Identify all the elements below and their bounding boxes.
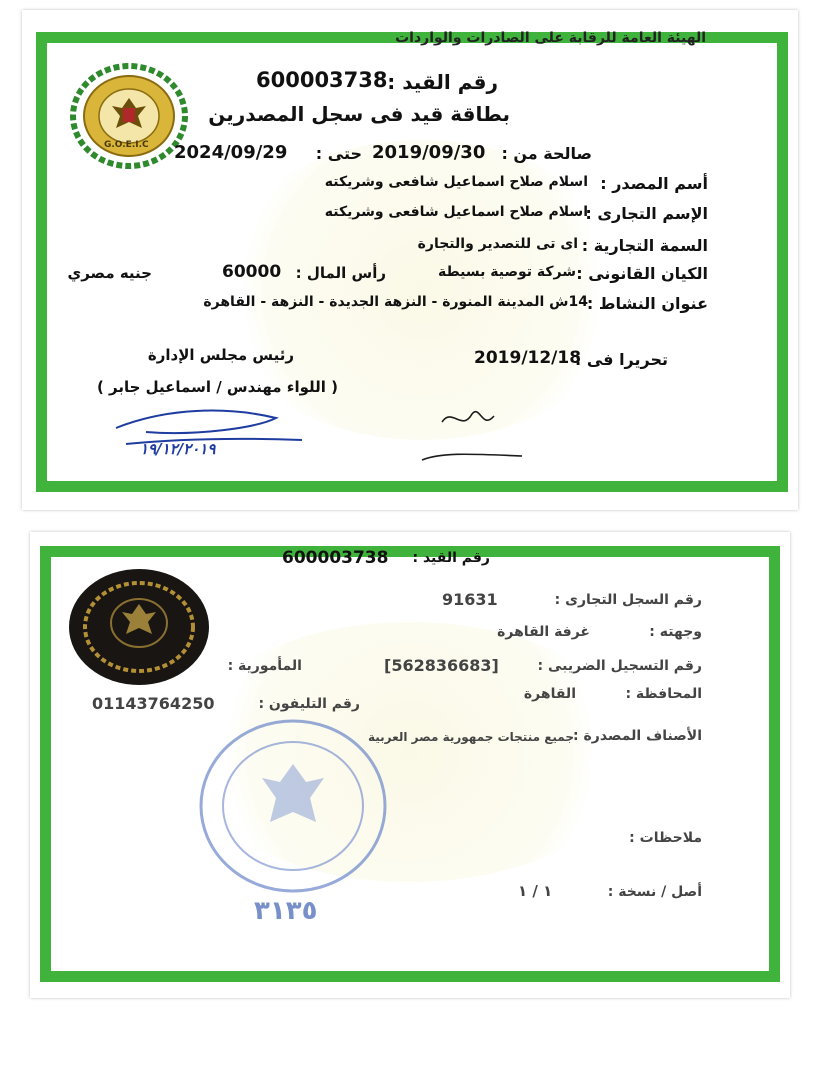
products-label: الأصناف المصدرة : bbox=[573, 728, 702, 744]
stamp-number: ٣١٣٥ bbox=[254, 896, 318, 926]
embossed-seal-icon bbox=[68, 568, 210, 686]
legal-entity-value: شركة توصية بسيطة bbox=[438, 264, 576, 280]
issued-value: 2019/12/18 bbox=[474, 348, 582, 368]
reg-label: رقم القيد : bbox=[387, 70, 498, 94]
notes-label: ملاحظات : bbox=[629, 830, 702, 846]
goeic-logo-icon bbox=[70, 64, 188, 168]
goeic-logo bbox=[70, 64, 188, 168]
governorate-label: المحافظة : bbox=[625, 686, 702, 702]
products-value: جميع منتجات جمهورية مصر العربية bbox=[367, 730, 574, 744]
tax-office-label: المأمورية : bbox=[227, 658, 302, 674]
chairman-name: ( اللواء مهندس / اسماعيل جابر ) bbox=[96, 378, 338, 396]
logo-text: G.O.E.I.C bbox=[104, 140, 149, 150]
capital-label: رأس المال : bbox=[295, 264, 386, 282]
trademark-value: اى تى للتصدير والتجارة bbox=[417, 236, 578, 252]
export-card-front bbox=[22, 10, 798, 510]
valid-from-value: 2019/09/30 bbox=[372, 142, 486, 163]
trade-name-value: اسلام صلاح اسماعيل شافعى وشريكته bbox=[324, 204, 588, 220]
authority-header: الهيئة العامة للرقابة على الصادرات والواردات bbox=[395, 30, 706, 46]
commercial-reg-value: 91631 bbox=[442, 590, 498, 609]
exporter-name-value: اسلام صلاح اسماعيل شافعى وشريكته bbox=[324, 174, 588, 190]
card-title: بطاقة قيد فى سجل المصدرين bbox=[208, 102, 510, 126]
address-value: 14ش المدينة المنورة - النزهة الجديدة - النزهة - القاهرة bbox=[203, 294, 588, 310]
reg-number: 600003738 bbox=[256, 68, 388, 92]
legal-entity-label: الكيان القانونى : bbox=[576, 264, 708, 283]
issued-label: تحريرا فى : bbox=[574, 350, 668, 369]
until-label: حتى : bbox=[315, 144, 362, 163]
official-stamp bbox=[198, 718, 388, 894]
chairman-title: رئيس مجلس الإدارة bbox=[147, 346, 294, 364]
governorate-value: القاهرة bbox=[523, 686, 576, 702]
phone-label: رقم التليفون : bbox=[258, 696, 360, 712]
embossed-seal bbox=[68, 568, 210, 686]
reg-label: رقم القيد : bbox=[412, 550, 490, 566]
tax-reg-value: [562836683] bbox=[384, 656, 499, 675]
valid-from-label: صالحة من : bbox=[501, 144, 592, 163]
copy-value: ١ / ١ bbox=[518, 882, 553, 900]
commercial-reg-label: رقم السجل التجارى : bbox=[554, 592, 702, 608]
tax-reg-label: رقم التسجيل الضريبى : bbox=[537, 658, 702, 674]
address-label: عنوان النشاط : bbox=[586, 294, 708, 313]
trade-name-label: الإسم التجارى : bbox=[585, 204, 708, 223]
export-card-back bbox=[30, 532, 790, 998]
capital-value: 60000 bbox=[222, 262, 282, 282]
issuer-label: وجهته : bbox=[649, 624, 702, 640]
copy-label: أصل / نسخة : bbox=[607, 884, 702, 900]
reg-number: 600003738 bbox=[282, 548, 389, 568]
currency-value: جنيه مصري bbox=[67, 264, 152, 282]
until-value: 2024/09/29 bbox=[174, 142, 288, 163]
handwritten-date-chairman: ١٩/١٢/٢٠١٩ bbox=[140, 440, 216, 458]
exporter-name-label: أسم المصدر : bbox=[600, 174, 708, 193]
issuer-value: غرفة القاهرة bbox=[497, 624, 590, 640]
officer-signature bbox=[402, 402, 542, 472]
trademark-label: السمة التجارية : bbox=[581, 236, 708, 255]
phone-value: 01143764250 bbox=[92, 694, 215, 713]
